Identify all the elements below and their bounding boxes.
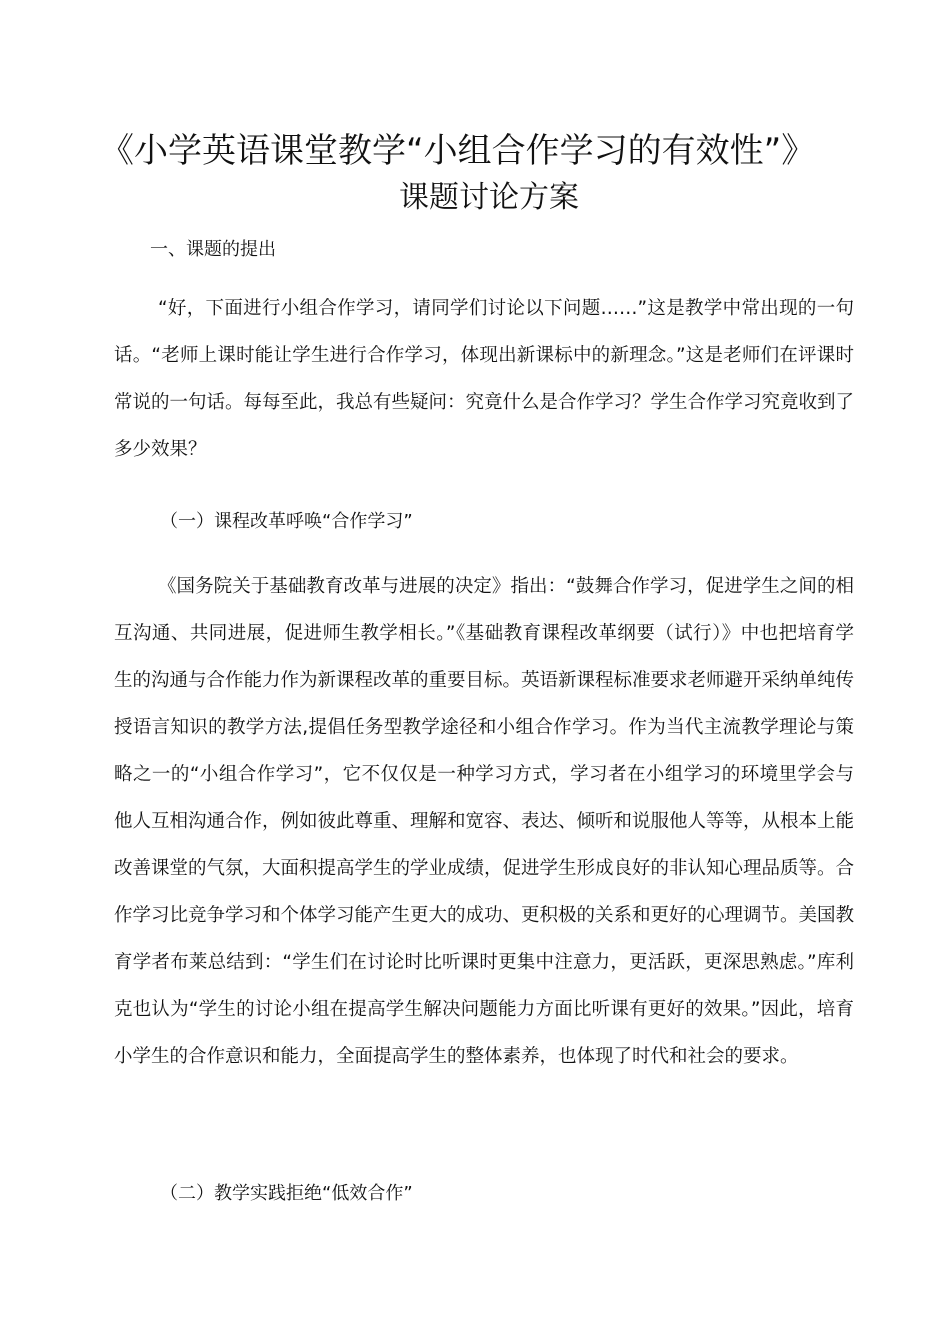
document-subtitle: 课题讨论方案 [399,180,579,215]
document-title: 《小学英语课堂教学“小组合作学习的有效性”》 [100,131,816,171]
paragraph-1: “好，下面进行小组合作学习，请同学们讨论以下问题……”这是教学中常出现的一句话。“老师上课时能让学生进行合作学习，体现出新课标中的新理念。”这是老师们在评课时常说的一句话。每每至此，我总有些疑问：究竟什么是合作学习？学生合作学习究竟收到了多少效果？ [114,298,855,460]
subsection-heading-1: （一）课程改革呼唤“合作学习” [160,511,413,532]
section-heading-1: 一、课题的提出 [150,239,276,260]
subsection-heading-2: （二）教学实践拒绝“低效合作” [160,1183,413,1204]
paragraph-2: 《国务院关于基础教育改革与进展的决定》指出：“鼓舞合作学习，促进学生之间的相互沟通、共同进展，促进师生教学相长。”《基础教育课程改革纲要（试行）》中也把培育学生的沟通与合作能力作为新课程改革的重要目标。英语新课程标准要求老师避开采纳单纯传授语言知识的教学方法,提倡任务型教学途径和小组合作学习。作为当代主流教学理论与策略之一的“小组合作学习”，它不仅仅是一种学习方式，学习者在小组学习的环境里学会与他人互相沟通合作，例如彼此尊重、理解和宽容、表达、倾听和说服他人等等，从根本上能改善课堂的气氛，大面积提高学生的学业成绩，促进学生形成良好的非认知心理品质等。合作学习比竞争学习和个体学习能产生更大的成功、更积极的关系和更好的心理调节。美国教育学者布莱总结到：“学生们在讨论时比听课时更集中注意力，更活跃，更深思熟虑。”库利克也认为“学生的讨论小组在提高学生解决问题能力方面比听课有更好的效果。”因此，培育小学生的合作意识和能力，全面提高学生的整体素养，也体现了时代和社会的要求。 [114,576,855,1067]
